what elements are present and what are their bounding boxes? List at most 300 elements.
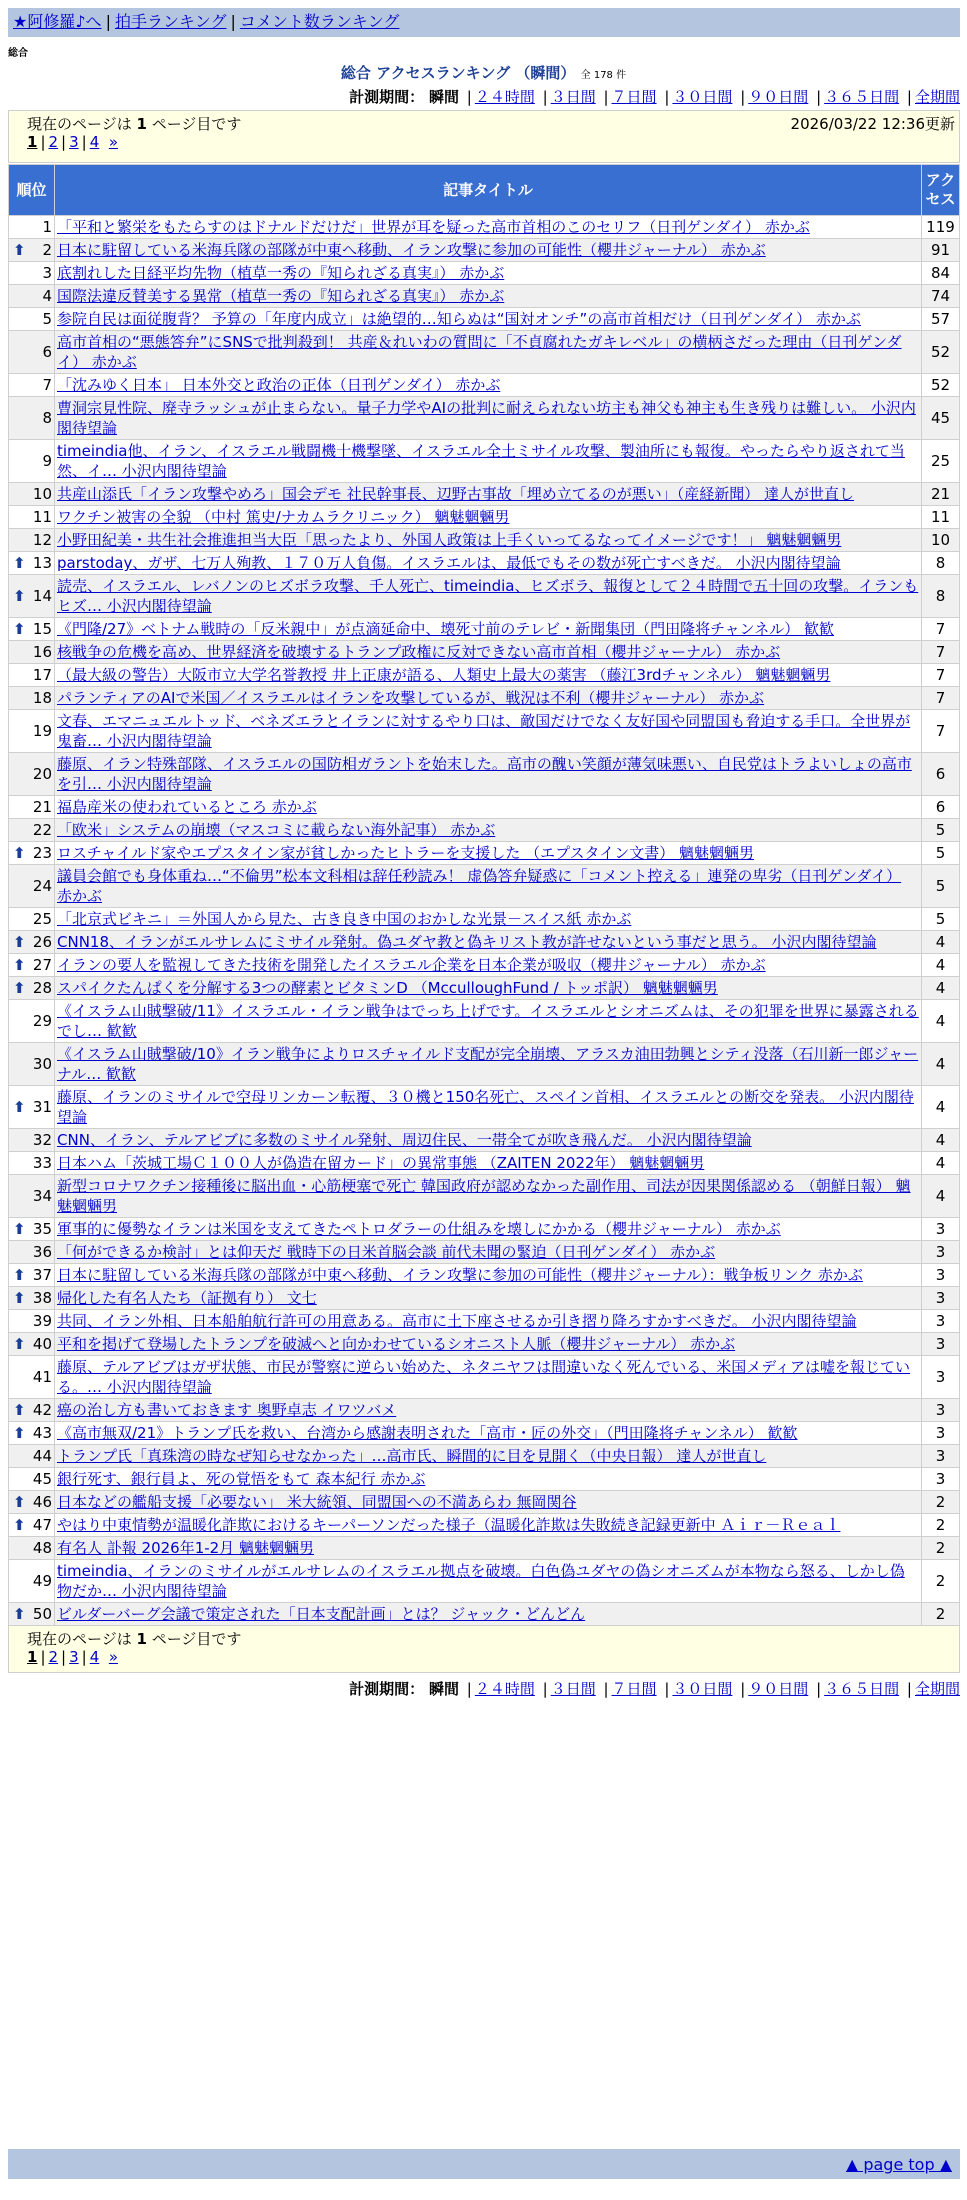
rank-number: 11 bbox=[32, 508, 52, 526]
title-cell bbox=[55, 1422, 922, 1445]
access-count: 3 bbox=[922, 1445, 960, 1468]
period-90d-link[interactable]: ９０日間 bbox=[748, 88, 809, 106]
rank-cell bbox=[9, 483, 55, 506]
article-link[interactable]: 《イスラム山賊撃破/10》イラン戦争によりロスチャイルド支配が完全崩壊、アラスカ油田勃興とシティ没落（石川新一郎ジャーナル… 歓歓 bbox=[57, 1045, 919, 1083]
rank-number: 32 bbox=[32, 1131, 52, 1149]
access-count: 3 bbox=[922, 1422, 960, 1445]
rank-number: 36 bbox=[32, 1243, 52, 1261]
title-cell bbox=[55, 1310, 922, 1333]
period-30d-link[interactable]: ３０日間 bbox=[672, 88, 733, 106]
article-link[interactable]: CNN、イラン、テルアビブに多数のミサイル発射、周辺住民、一帯全てが吹き飛んだ。 小沢内閣待望論 bbox=[57, 1131, 752, 1149]
table-header bbox=[9, 165, 960, 216]
access-count: 5 bbox=[922, 819, 960, 842]
article-link[interactable]: 癌の治し方も書いておきます 奥野卓志 イワツバメ bbox=[57, 1401, 397, 1419]
page-2-link[interactable]: 2 bbox=[48, 133, 59, 151]
access-count: 3 bbox=[922, 1264, 960, 1287]
period-30d-link-bottom[interactable]: ３０日間 bbox=[672, 1680, 733, 1698]
footer-bar bbox=[8, 2149, 960, 2179]
article-link[interactable]: 「北京式ビキニ」＝外国人から見た、古き良き中国のおかしな光景－スイス紙 赤かぶ bbox=[57, 910, 632, 928]
up-arrow-icon: ⬆ bbox=[13, 1220, 26, 1238]
up-arrow-icon: ⬆ bbox=[13, 1289, 26, 1307]
up-arrow-icon: ⬆ bbox=[13, 979, 26, 997]
table-row bbox=[9, 1537, 960, 1560]
rank-number: 41 bbox=[32, 1368, 52, 1386]
article-link[interactable]: イランの要人を監視してきた技術を開発したイスラエル企業を日本企業が吸収（櫻井ジャーナル） 赤かぶ bbox=[57, 956, 766, 974]
rank-number: 50 bbox=[32, 1605, 52, 1623]
article-link[interactable]: 帰化した有名人たち（証拠有り） 文七 bbox=[57, 1289, 317, 1307]
table-row bbox=[9, 908, 960, 931]
up-arrow-icon: ⬆ bbox=[13, 241, 26, 259]
table-row bbox=[9, 1264, 960, 1287]
table-row bbox=[9, 954, 960, 977]
table-row bbox=[9, 331, 960, 374]
rank-number: 43 bbox=[32, 1424, 52, 1442]
table-row bbox=[9, 842, 960, 865]
title-cell bbox=[55, 1152, 922, 1175]
rank-number: 38 bbox=[32, 1289, 52, 1307]
table-row bbox=[9, 977, 960, 1000]
rank-cell bbox=[9, 1560, 55, 1603]
access-count: 4 bbox=[922, 1043, 960, 1086]
table-row bbox=[9, 753, 960, 796]
page-1-current-bottom: 1 bbox=[27, 1648, 38, 1666]
access-count: 7 bbox=[922, 664, 960, 687]
article-link[interactable]: 底割れした日経平均先物（植草一秀の『知られざる真実』） 赤かぶ bbox=[57, 264, 505, 282]
rank-number: 14 bbox=[32, 587, 52, 605]
period-label: 計測期間： bbox=[349, 88, 425, 106]
access-count: 7 bbox=[922, 641, 960, 664]
period-all-link[interactable]: 全期間 bbox=[914, 88, 960, 106]
table-row bbox=[9, 618, 960, 641]
article-link[interactable]: 議員会館でも身体重ね…“不倫男”松本文科相は辞任秒読み！ 虚偽答弁疑惑に「コメント控える」連発の卑劣（日刊ゲンダイ） 赤かぶ bbox=[57, 867, 902, 905]
current-page-text-bottom: 現在のページは 1 ページ目です bbox=[27, 1630, 242, 1648]
table-row bbox=[9, 1129, 960, 1152]
title-cell bbox=[55, 753, 922, 796]
up-arrow-icon: ⬆ bbox=[13, 844, 26, 862]
period-3d-link-bottom[interactable]: ３日間 bbox=[550, 1680, 596, 1698]
access-count: 84 bbox=[922, 262, 960, 285]
title-cell bbox=[55, 440, 922, 483]
rank-cell bbox=[9, 1043, 55, 1086]
rank-number: 24 bbox=[32, 877, 52, 895]
rank-cell bbox=[9, 575, 55, 618]
access-count: 6 bbox=[922, 753, 960, 796]
table-row bbox=[9, 931, 960, 954]
page-title bbox=[0, 62, 967, 83]
title-cell bbox=[55, 1287, 922, 1310]
table-row bbox=[9, 262, 960, 285]
table-row bbox=[9, 865, 960, 908]
table-row bbox=[9, 1086, 960, 1129]
rank-number: 27 bbox=[32, 956, 52, 974]
table-row bbox=[9, 552, 960, 575]
table-row bbox=[9, 1043, 960, 1086]
access-count: 3 bbox=[922, 1310, 960, 1333]
rank-cell bbox=[9, 506, 55, 529]
article-link[interactable]: 日本などの艦船支援「必要ない」 米大統領、同盟国への不満あらわ 無岡関谷 bbox=[57, 1493, 577, 1511]
title-cell bbox=[55, 374, 922, 397]
title-cell bbox=[55, 908, 922, 931]
rank-cell bbox=[9, 1086, 55, 1129]
rank-number: 26 bbox=[32, 933, 52, 951]
page-info-top bbox=[8, 110, 960, 163]
article-link[interactable]: 「沈みゆく日本」 日本外交と政治の正体（日刊ゲンダイ） 赤かぶ bbox=[57, 376, 501, 394]
access-count: 4 bbox=[922, 1129, 960, 1152]
access-count: 74 bbox=[922, 285, 960, 308]
title-cell bbox=[55, 1560, 922, 1603]
article-link[interactable]: 「欧米」システムの崩壊（マスコミに載らない海外記事） 赤かぶ bbox=[57, 821, 496, 839]
title-cell bbox=[55, 552, 922, 575]
article-link[interactable]: 核戦争の危機を高め、世界経済を破壊するトランプ政権に反対できない高市首相（櫻井ジャーナル） 赤かぶ bbox=[57, 643, 781, 661]
ranking-table bbox=[8, 164, 960, 1626]
period-selector-bottom: 計測期間： 瞬間 | ２４時間 | ３日間 | ７日間 | ３０日間 | ９０日間 | ３６５日間 | 全期間 bbox=[349, 1680, 960, 1698]
period-3d-link[interactable]: ３日間 bbox=[550, 88, 596, 106]
access-count: 52 bbox=[922, 374, 960, 397]
rank-cell bbox=[9, 262, 55, 285]
article-link[interactable]: 有名人 訃報 2026年1-2月 魑魅魍魎男 bbox=[57, 1539, 314, 1557]
rank-number: 21 bbox=[32, 798, 52, 816]
access-count: 2 bbox=[922, 1603, 960, 1626]
total-count: 全 178 件 bbox=[580, 70, 627, 81]
title-cell bbox=[55, 819, 922, 842]
title-cell bbox=[55, 483, 922, 506]
rank-number: 8 bbox=[42, 409, 52, 427]
rank-number: 23 bbox=[32, 844, 52, 862]
access-count: 2 bbox=[922, 1537, 960, 1560]
article-link[interactable]: パランティアのAIで米国／イスラエルはイランを攻撃しているが、戦況は不利（櫻井ジャーナル） 赤かぶ bbox=[57, 689, 765, 707]
rank-number: 42 bbox=[32, 1401, 52, 1419]
title-cell bbox=[55, 1603, 922, 1626]
article-link[interactable]: 文春、エマニュエルトッド、ベネズエラとイランに対するやり口は、敵国だけでなく友好国や同盟国も脅迫する手口。全世界が鬼畜… 小沢内閣待望論 bbox=[57, 712, 911, 750]
access-count: 8 bbox=[922, 552, 960, 575]
table-row bbox=[9, 1514, 960, 1537]
article-link[interactable]: 平和を掲げて登場したトランプを破滅へと向かわせているシオニスト人脈（櫻井ジャーナル） 赤かぶ bbox=[57, 1335, 736, 1353]
table-row bbox=[9, 397, 960, 440]
up-arrow-icon: ⬆ bbox=[13, 933, 26, 951]
rank-cell bbox=[9, 331, 55, 374]
rank-cell bbox=[9, 1356, 55, 1399]
article-link[interactable]: 小野田紀美・共生社会推進担当大臣「思ったより、外国人政策は上手くいってるなってイメージです！」 魑魅魍魎男 bbox=[57, 531, 842, 549]
rank-number: 39 bbox=[32, 1312, 52, 1330]
title-header: 記事タイトル bbox=[55, 165, 922, 216]
access-count: 5 bbox=[922, 908, 960, 931]
access-count: 52 bbox=[922, 331, 960, 374]
rank-number: 16 bbox=[32, 643, 52, 661]
access-count: 119 bbox=[922, 216, 960, 239]
article-link[interactable]: ワクチン被害の全貌 （中村 篤史/ナカムラクリニック） 魑魅魍魎男 bbox=[57, 508, 510, 526]
article-link[interactable]: 軍事的に優勢なイランは米国を支えてきたペトロダラーの仕組みを壊しにかかる（櫻井ジャーナル） 赤かぶ bbox=[57, 1220, 781, 1238]
rank-number: 31 bbox=[32, 1098, 52, 1116]
updated-timestamp: 2026/03/22 12:36更新 bbox=[790, 115, 955, 133]
article-link[interactable]: 日本に駐留している米海兵隊の部隊が中東へ移動、イラン攻撃に参加の可能性（櫻井ジャーナル）：戦争板リンク 赤かぶ bbox=[57, 1266, 863, 1284]
access-count: 4 bbox=[922, 1086, 960, 1129]
rank-cell bbox=[9, 954, 55, 977]
rank-cell bbox=[9, 753, 55, 796]
page-title-text: 総合 アクセスランキング （瞬間） bbox=[340, 64, 576, 82]
rank-number: 37 bbox=[32, 1266, 52, 1284]
page-3-link[interactable]: 3 bbox=[69, 133, 79, 151]
period-90d-link-bottom[interactable]: ９０日間 bbox=[748, 1680, 809, 1698]
rank-number: 19 bbox=[32, 722, 52, 740]
access-count: 5 bbox=[922, 865, 960, 908]
article-link[interactable]: 藤原、テルアビブはガザ状態、市民が警察に逆らい始めた、ネタニヤフは間違いなく死んでいる、米国メディアは嘘を報じている。… 小沢内閣待望論 bbox=[57, 1358, 911, 1396]
next-page-link[interactable]: » bbox=[108, 133, 118, 151]
access-count: 7 bbox=[922, 710, 960, 753]
rank-number: 33 bbox=[32, 1154, 52, 1172]
table-row bbox=[9, 1333, 960, 1356]
period-365d-link[interactable]: ３６５日間 bbox=[824, 88, 900, 106]
article-link[interactable]: 藤原、イランのミサイルで空母リンカーン転覆、３０機と150名死亡、スペイン首相、イスラエルとの断交を発表。 小沢内閣待望論 bbox=[57, 1088, 914, 1126]
title-cell bbox=[55, 1264, 922, 1287]
article-link[interactable]: ロスチャイルド家やエプスタイン家が貧しかったヒトラーを支援した （エプスタイン文書） 魑魅魍魎男 bbox=[57, 844, 754, 862]
article-link[interactable]: 高市首相の“悪態答弁”にSNSで批判殺到！ 共産＆れいわの質問に「不貞腐れたガキレベル」の横柄さだった理由（日刊ゲンダイ） 赤かぶ bbox=[57, 333, 902, 371]
article-link[interactable]: 日本ハム「茨城工場Ｃ１００人が偽造在留カード」の異常事態 （ZAITEN 2022年） 魑魅魍魎男 bbox=[57, 1154, 705, 1172]
article-link[interactable]: 読売、イスラエル、レバノンのヒズボラ攻撃、千人死亡、timeindia、ヒズボラ、報復として２４時間で五十回の攻撃。イランもヒズ… 小沢内閣待望論 bbox=[57, 577, 919, 615]
title-cell bbox=[55, 1218, 922, 1241]
up-arrow-icon: ⬆ bbox=[13, 1516, 26, 1534]
period-365d-link-bottom[interactable]: ３６５日間 bbox=[824, 1680, 900, 1698]
title-cell bbox=[55, 931, 922, 954]
page-info-bottom bbox=[8, 1625, 960, 1673]
access-count: 4 bbox=[922, 931, 960, 954]
title-cell bbox=[55, 308, 922, 331]
rank-cell bbox=[9, 1000, 55, 1043]
article-link[interactable]: 福島産米の使われているところ 赤かぶ bbox=[57, 798, 317, 816]
article-link[interactable]: 新型コロナワクチン接種後に脳出血・心筋梗塞で死亡 韓国政府が認めなかった副作用、司法が因果関係認める （朝鮮日報） 魑魅魍魎男 bbox=[57, 1177, 911, 1215]
access-count: 2 bbox=[922, 1560, 960, 1603]
rank-cell bbox=[9, 397, 55, 440]
article-link[interactable]: 《門隆/27》ベトナム戦時の「反米親中」が点滴延命中、壊死寸前のテレビ・新聞集団（門田隆将チャンネル） 歓歓 bbox=[57, 620, 834, 638]
access-count: 4 bbox=[922, 1152, 960, 1175]
rank-number: 4 bbox=[42, 287, 52, 305]
title-cell bbox=[55, 1399, 922, 1422]
up-arrow-icon: ⬆ bbox=[13, 554, 26, 572]
title-cell bbox=[55, 1537, 922, 1560]
rank-number: 5 bbox=[42, 310, 52, 328]
table-row bbox=[9, 1560, 960, 1603]
access-count: 4 bbox=[922, 1175, 960, 1218]
title-cell bbox=[55, 506, 922, 529]
article-link[interactable]: 日本に駐留している米海兵隊の部隊が中東へ移動、イラン攻撃に参加の可能性（櫻井ジャーナル） 赤かぶ bbox=[57, 241, 766, 259]
article-link[interactable]: timeindia他、イラン、イスラエル戦闘機十機撃墜、イスラエル全土ミサイル攻撃、製油所にも報復。やったらやり返されて当然、イ… 小沢内閣待望論 bbox=[57, 442, 905, 480]
period-24h-link[interactable]: ２４時間 bbox=[474, 88, 535, 106]
up-arrow-icon: ⬆ bbox=[13, 1424, 26, 1442]
rank-number: 7 bbox=[42, 376, 52, 394]
page-1-current: 1 bbox=[27, 133, 38, 151]
access-count: 3 bbox=[922, 1287, 960, 1310]
access-count: 11 bbox=[922, 506, 960, 529]
article-link[interactable]: 共同、イラン外相、日本船舶航行許可の用意ある。高市に土下座させるか引き摺り降ろすかすべきだ。 小沢内閣待望論 bbox=[57, 1312, 857, 1330]
title-cell bbox=[55, 954, 922, 977]
title-cell bbox=[55, 1043, 922, 1086]
article-link[interactable]: 藤原、イラン特殊部隊、イスラエルの国防相ガラントを始末した。高市の醜い笑顔が薄気味悪い、自民党はトラよいしょの高市を引… 小沢内閣待望論 bbox=[57, 755, 912, 793]
table-row bbox=[9, 1310, 960, 1333]
rank-number: 25 bbox=[32, 910, 52, 928]
rank-cell bbox=[9, 1422, 55, 1445]
article-link[interactable]: 国際法違反賛美する異常（植草一秀の『知られざる真実』） 赤かぶ bbox=[57, 287, 505, 305]
article-link[interactable]: （最大級の警告）大阪市立大学名誉教授 井上正康が語る、人類史上最大の薬害 （藤江3rdチャンネル） 魑魅魍魎男 bbox=[57, 666, 831, 684]
rank-number: 46 bbox=[32, 1493, 52, 1511]
pagination-bottom: 1 | 2 | 3 | 4 » bbox=[27, 1648, 118, 1666]
title-cell bbox=[55, 1241, 922, 1264]
access-count: 6 bbox=[922, 796, 960, 819]
page-4-link[interactable]: 4 bbox=[89, 133, 100, 151]
article-link[interactable]: やはり中東情勢が温暖化詐欺におけるキーパーソンだった様子（温暖化詐欺は失敗続き記録更新中 Ａｉｒ－Ｒｅａｌ bbox=[57, 1516, 841, 1534]
rank-cell bbox=[9, 1310, 55, 1333]
rank-number: 30 bbox=[32, 1055, 52, 1073]
rank-number: 35 bbox=[32, 1220, 52, 1238]
rank-cell bbox=[9, 1537, 55, 1560]
access-count: 4 bbox=[922, 1000, 960, 1043]
article-link[interactable]: 銀行死す、銀行員よ、死の覚悟をもて 森本紀行 赤かぶ bbox=[57, 1470, 426, 1488]
rank-cell bbox=[9, 1287, 55, 1310]
table-row bbox=[9, 374, 960, 397]
table-row bbox=[9, 440, 960, 483]
access-count: 45 bbox=[922, 397, 960, 440]
period-current: 瞬間 bbox=[428, 88, 459, 106]
access-count: 4 bbox=[922, 954, 960, 977]
next-page-link-bottom[interactable]: » bbox=[108, 1648, 118, 1666]
up-arrow-icon: ⬆ bbox=[13, 587, 26, 605]
rank-number: 3 bbox=[42, 264, 52, 282]
up-arrow-icon: ⬆ bbox=[13, 1266, 26, 1284]
home-link[interactable]: ★阿修羅♪へ bbox=[13, 12, 102, 31]
up-arrow-icon: ⬆ bbox=[13, 1401, 26, 1419]
rank-cell bbox=[9, 842, 55, 865]
rank-number: 45 bbox=[32, 1470, 52, 1488]
period-7d-link-bottom[interactable]: ７日間 bbox=[611, 1680, 657, 1698]
rank-cell bbox=[9, 552, 55, 575]
up-arrow-icon: ⬆ bbox=[13, 1493, 26, 1511]
article-link[interactable]: 《高市無双/21》トランプ氏を救い、台湾から感謝表明された「高市・匠の外交」（門田隆将チャンネル） 歓歓 bbox=[57, 1424, 798, 1442]
article-link[interactable]: 参院自民は面従腹背？ 予算の「年度内成立」は絶望的…知らぬは“国対オンチ”の高市首相だけ（日刊ゲンダイ） 赤かぶ bbox=[57, 310, 861, 328]
title-cell bbox=[55, 1514, 922, 1537]
rank-cell bbox=[9, 710, 55, 753]
rank-number: 6 bbox=[42, 343, 52, 361]
period-selector-top: 計測期間： 瞬間 | ２４時間 | ３日間 | ７日間 | ３０日間 | ９０日間 | ３６５日間 | 全期間 bbox=[349, 88, 960, 106]
article-link[interactable]: 曹洞宗見性院、廃寺ラッシュが止まらない。量子力学やAIの批判に耐えられない坊主も神父も神主も生き残りは難しい。 小沢内閣待望論 bbox=[57, 399, 916, 437]
rank-number: 13 bbox=[32, 554, 52, 572]
article-link[interactable]: ビルダーバーグ会議で策定された「日本支配計画」とは？ ジャック・どんどん bbox=[57, 1605, 586, 1623]
title-cell bbox=[55, 331, 922, 374]
rank-header: 順位 bbox=[9, 165, 55, 216]
table-row bbox=[9, 710, 960, 753]
table-row bbox=[9, 1603, 960, 1626]
rank-cell bbox=[9, 1175, 55, 1218]
article-link[interactable]: 「平和と繁栄をもたらすのはドナルドだけだ」世界が耳を疑った高市首相のこのセリフ（日刊ゲンダイ） 赤かぶ bbox=[57, 218, 810, 236]
rank-number: 28 bbox=[32, 979, 52, 997]
up-arrow-icon: ⬆ bbox=[13, 1605, 26, 1623]
rank-number: 40 bbox=[32, 1335, 52, 1353]
rank-cell bbox=[9, 285, 55, 308]
title-cell bbox=[55, 575, 922, 618]
rank-cell bbox=[9, 641, 55, 664]
title-cell bbox=[55, 618, 922, 641]
article-link[interactable]: トランプ氏「真珠湾の時なぜ知らせなかった」…高市氏、瞬間的に目を見開く（中央日報） 達人が世直し bbox=[57, 1447, 767, 1465]
article-link[interactable]: parstoday、ガザ、七万人殉教、１７０万人負傷。イスラエルは、最低でもその数が死亡すべきだ。 小沢内閣待望論 bbox=[57, 554, 841, 572]
comment-ranking-link[interactable]: コメント数ランキング bbox=[239, 12, 400, 31]
period-all-link-bottom[interactable]: 全期間 bbox=[914, 1680, 960, 1698]
article-link[interactable]: 「何ができるか検討」とは仰天だ 戦時下の日米首脳会談 前代未聞の緊迫（日刊ゲンダイ） 赤かぶ bbox=[57, 1243, 716, 1261]
period-24h-link-bottom[interactable]: ２４時間 bbox=[474, 1680, 535, 1698]
rank-cell bbox=[9, 1491, 55, 1514]
table-row bbox=[9, 641, 960, 664]
rank-cell bbox=[9, 529, 55, 552]
title-cell bbox=[55, 1491, 922, 1514]
table-row bbox=[9, 1218, 960, 1241]
article-link[interactable]: 《イスラム山賊撃破/11》イスラエル・イラン戦争はでっち上げです。イスラエルとシオニズムは、その犯罪を世界に暴露されるでし… 歓歓 bbox=[57, 1002, 919, 1040]
access-count: 7 bbox=[922, 687, 960, 710]
rank-number: 34 bbox=[32, 1187, 52, 1205]
access-count: 3 bbox=[922, 1333, 960, 1356]
access-count: 3 bbox=[922, 1399, 960, 1422]
period-label-bottom: 計測期間： bbox=[349, 1680, 425, 1698]
rank-cell bbox=[9, 796, 55, 819]
applause-ranking-link[interactable]: 拍手ランキング bbox=[114, 12, 227, 31]
rank-cell bbox=[9, 1468, 55, 1491]
period-7d-link[interactable]: ７日間 bbox=[611, 88, 657, 106]
page-2-link-bottom[interactable]: 2 bbox=[48, 1648, 59, 1666]
table-row bbox=[9, 1356, 960, 1399]
current-page-text: 現在のページは 1 ページ目です bbox=[27, 115, 242, 133]
access-count: 5 bbox=[922, 842, 960, 865]
rank-number: 17 bbox=[32, 666, 52, 684]
article-link[interactable]: スパイクたんぱくを分解する3つの酵素とビタミンD （McculloughFund / トッポ訳） 魑魅魍魎男 bbox=[57, 979, 718, 997]
table-row bbox=[9, 308, 960, 331]
rank-number: 15 bbox=[32, 620, 52, 638]
rank-number: 47 bbox=[32, 1516, 52, 1534]
table-row bbox=[9, 1152, 960, 1175]
table-row bbox=[9, 1287, 960, 1310]
article-link[interactable]: CNN18、イランがエルサレムにミサイル発射。偽ユダヤ教と偽キリスト教が許せないという事だと思う。 小沢内閣待望論 bbox=[57, 933, 877, 951]
title-cell bbox=[55, 664, 922, 687]
rank-cell bbox=[9, 1264, 55, 1287]
title-cell bbox=[55, 710, 922, 753]
access-count: 8 bbox=[922, 575, 960, 618]
rank-number: 48 bbox=[32, 1539, 52, 1557]
access-count: 21 bbox=[922, 483, 960, 506]
title-cell bbox=[55, 1333, 922, 1356]
up-arrow-icon: ⬆ bbox=[13, 956, 26, 974]
page-top-link[interactable]: ▲ page top ▲ bbox=[845, 2155, 952, 2174]
rank-cell bbox=[9, 865, 55, 908]
page-4-link-bottom[interactable]: 4 bbox=[89, 1648, 100, 1666]
rank-cell bbox=[9, 687, 55, 710]
rank-cell bbox=[9, 977, 55, 1000]
rank-number: 9 bbox=[42, 452, 52, 470]
table-row bbox=[9, 529, 960, 552]
access-count: 3 bbox=[922, 1218, 960, 1241]
table-row bbox=[9, 1445, 960, 1468]
breadcrumb: 総合 bbox=[8, 48, 28, 59]
title-cell bbox=[55, 1445, 922, 1468]
rank-cell bbox=[9, 1333, 55, 1356]
page-3-link-bottom[interactable]: 3 bbox=[69, 1648, 79, 1666]
table-row bbox=[9, 483, 960, 506]
rank-cell bbox=[9, 1603, 55, 1626]
rank-cell bbox=[9, 1241, 55, 1264]
rank-cell bbox=[9, 216, 55, 239]
title-cell bbox=[55, 687, 922, 710]
title-cell bbox=[55, 842, 922, 865]
access-count: 91 bbox=[922, 239, 960, 262]
article-link[interactable]: 共産山添氏「イラン攻撃やめろ」国会デモ 社民幹事長、辺野古事故「埋め立てるのが悪い」（産経新聞） 達人が世直し bbox=[57, 485, 855, 503]
title-cell bbox=[55, 216, 922, 239]
rank-number: 20 bbox=[32, 765, 52, 783]
table-row bbox=[9, 575, 960, 618]
article-link[interactable]: timeindia、イランのミサイルがエルサレムのイスラエル拠点を破壊。白色偽ユダヤの偽シオニズムが本物なら怒る、しかし偽物だか… 小沢内閣待望論 bbox=[57, 1562, 905, 1600]
rank-cell bbox=[9, 1152, 55, 1175]
